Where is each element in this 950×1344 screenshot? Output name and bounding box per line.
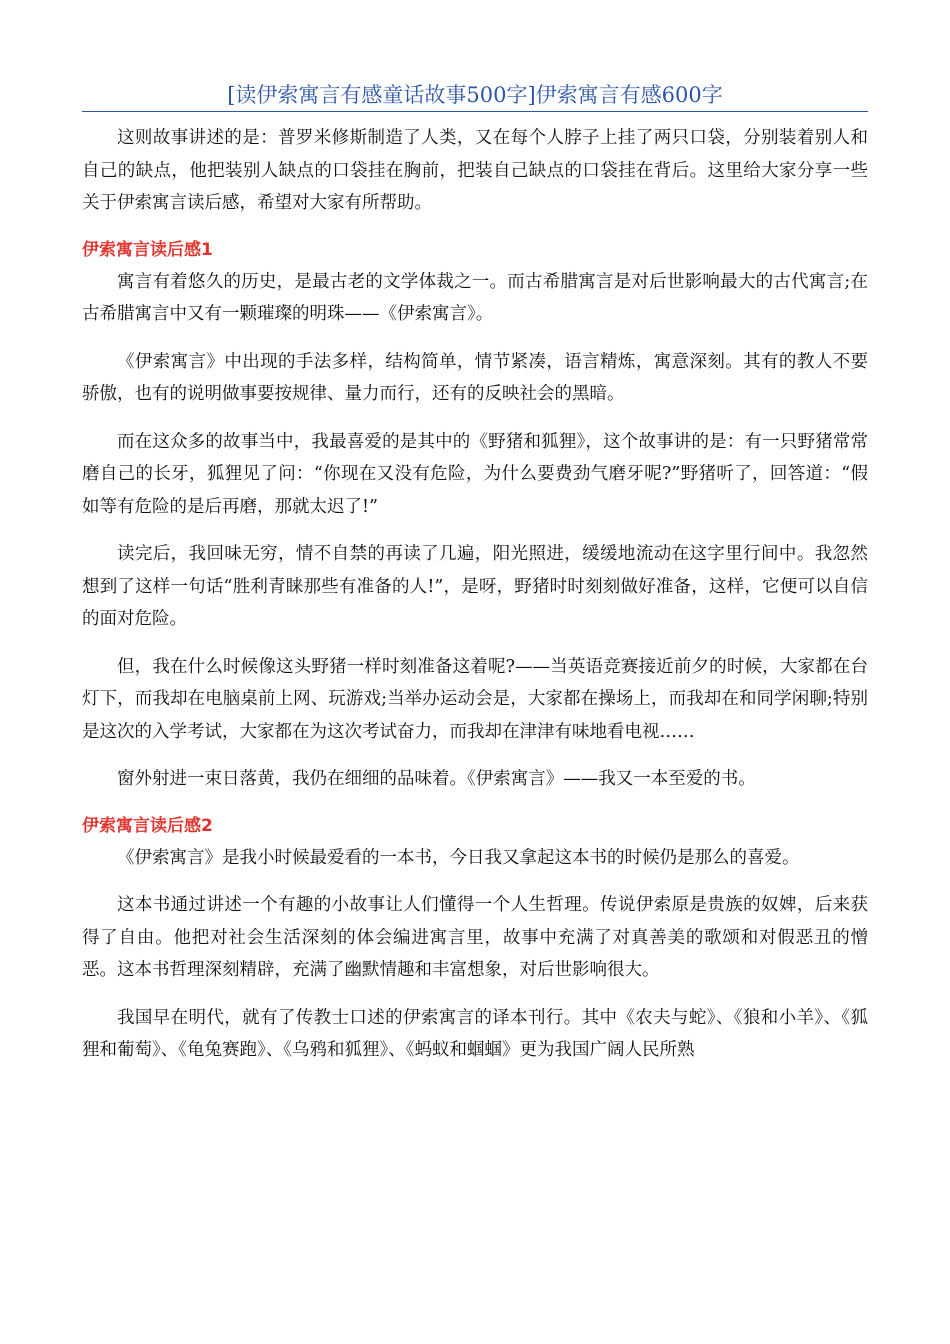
section-1-paragraph: 寓言有着悠久的历史，是最古老的文学体裁之一。而古希腊寓言是对后世影响最大的古代寓言;在古希腊寓言中又有一颗璀璨的明珠——《伊索寓言》。 (82, 271, 868, 324)
section-1-paragraph: 《伊索寓言》中出现的手法多样，结构简单，情节紧凑，语言精炼，寓意深刻。其有的教人不要骄傲，也有的说明做事要按规律、量力而行，还有的反映社会的黑暗。 (82, 351, 868, 404)
header-divider (82, 111, 868, 112)
section-2-paragraph: 这本书通过讲述一个有趣的小故事让人们懂得一个人生哲理。传说伊索原是贵族的奴婢，后来获得了自由。他把对社会生活深刻的体会编进寓言里，故事中充满了对真善美的歌颂和对假恶丑的憎恶。这本书哲理深刻精辟，充满了幽默情趣和丰富想象，对后世影响很大。 (82, 895, 868, 980)
section-1-paragraph: 读完后，我回味无穷，情不自禁的再读了几遍，阳光照进，缓缓地流动在这字里行间中。我忽然想到了这样一句话“胜利青睐那些有准备的人!”，是呀，野猪时时刻刻做好准备，这样，它便可以自信的面对危险。 (82, 544, 868, 629)
section-1-paragraph: 而在这众多的故事当中，我最喜爱的是其中的《野猪和狐狸》，这个故事讲的是：有一只野猪常常磨自己的长牙，狐狸见了问：“你现在又没有危险，为什么要费劲气磨牙呢?”野猪听了，回答道：“假如等有危险的是后再磨，那就太迟了!” (82, 431, 868, 517)
document-body (82, 122, 868, 1082)
section-2-paragraph: 我国早在明代，就有了传教士口述的伊索寓言的译本刊行。其中《农夫与蛇》、《狼和小羊》、《狐狸和葡萄》、《龟兔赛跑》、《乌鸦和狐狸》、《蚂蚁和蝈蝈》更为我国广阔人民所熟 (82, 1007, 868, 1060)
page-title: [读伊索寓言有感童话故事500字]伊索寓言有感600字 (227, 83, 723, 107)
section-2-paragraph: 《伊索寓言》是我小时候最爱看的一本书，今日我又拿起这本书的时候仍是那么的喜爱。 (117, 847, 800, 868)
section-heading-2: 伊索寓言读后感2 (82, 815, 213, 836)
section-1-paragraph: 但，我在什么时候像这头野猪一样时刻准备这着呢?——当英语竞赛接近前夕的时候，大家都在台灯下，而我却在电脑桌前上网、玩游戏;当举办运动会是，大家都在操场上，而我却在和同学闲聊;特别是这次的入学考试，大家都在为这次考试奋力，而我却在津津有味地看电视…… (82, 656, 868, 742)
section-1-paragraph: 窗外射进一束日落黄，我仍在细细的品味着。《伊索寓言》——我又一本至爱的书。 (117, 769, 756, 789)
intro-paragraph: 这则故事讲述的是：普罗米修斯制造了人类，又在每个人脖子上挂了两只口袋，分别装着别人和自己的缺点，他把装别人缺点的口袋挂在胸前，把装自己缺点的口袋挂在背后。这里给大家分享一些关于伊索寓言读后感，希望对大家有所帮助。 (82, 128, 868, 213)
section-heading-1: 伊索寓言读后感1 (82, 239, 213, 260)
